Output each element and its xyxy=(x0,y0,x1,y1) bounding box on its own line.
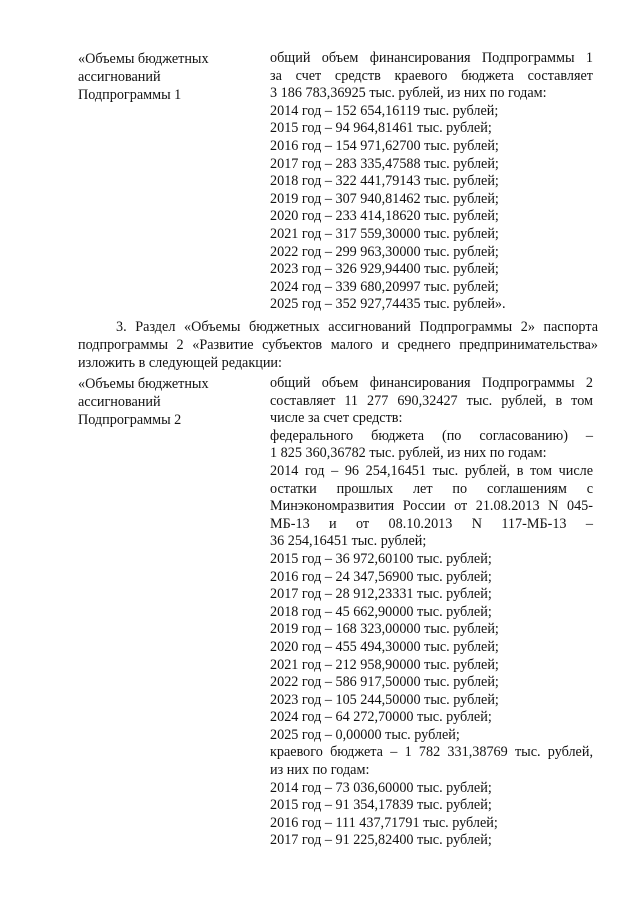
year-line: 2022 год – 299 963,30000 тыс. рублей; xyxy=(270,243,499,260)
year-line: 2020 год – 233 414,18620 тыс. рублей; xyxy=(270,208,499,225)
year-line: 2016 год – 111 437,71791 тыс. рублей; xyxy=(270,814,498,831)
year-line: 2023 год – 105 244,50000 тыс. рублей; xyxy=(270,691,499,708)
year-line: 2021 год – 212 958,90000 тыс. рублей; xyxy=(270,656,499,673)
year-line: 2014 год – 73 036,60000 тыс. рублей; xyxy=(270,779,492,796)
label-line: Подпрограммы 1 xyxy=(78,87,182,103)
intro-line: 1 825 360,36782 тыс. рублей, из них по годам: xyxy=(270,445,547,462)
intro-line: остатки прошлых лет по соглашениям с xyxy=(270,480,593,497)
year-line: 2014 год – 152 654,16119 тыс. рублей; xyxy=(270,102,499,119)
paragraph-line: 3. Раздел «Объемы бюджетных ассигнований Подпрограммы 2» паспорта xyxy=(116,319,598,335)
subprogram-2-block xyxy=(78,375,598,850)
year-line: 2018 год – 322 441,79143 тыс. рублей; xyxy=(270,173,499,190)
year-line: 2017 год – 91 225,82400 тыс. рублей; xyxy=(270,832,492,849)
label-line: ассигнований xyxy=(78,394,161,410)
label-line: «Объемы бюджетных xyxy=(78,51,209,67)
year-line: 2015 год – 91 354,17839 тыс. рублей; xyxy=(270,797,492,814)
paragraph-line: изложить в следующей редакции: xyxy=(78,355,282,371)
intro-line: МБ-13 и от 08.10.2013 N 117-МБ-13 – xyxy=(270,515,593,532)
year-line: 2015 год – 94 964,81461 тыс. рублей; xyxy=(270,120,492,137)
intro-line: Минэкономразвития России от 21.08.2013 N 045- xyxy=(270,498,593,515)
intro-line: 3 186 783,36925 тыс. рублей, из них по годам: xyxy=(270,85,547,102)
year-line: 2024 год – 64 272,70000 тыс. рублей; xyxy=(270,709,492,726)
year-line: 2023 год – 326 929,94400 тыс. рублей; xyxy=(270,261,499,278)
year-line: 2016 год – 154 971,62700 тыс. рублей; xyxy=(270,137,499,154)
year-line: 2020 год – 455 494,30000 тыс. рублей; xyxy=(270,638,499,655)
subprogram-2-content xyxy=(270,375,593,850)
year-line: 2025 год – 352 927,74435 тыс. рублей». xyxy=(270,296,506,313)
year-line: 2019 год – 307 940,81462 тыс. рублей; xyxy=(270,190,499,207)
intro-line: составляет 11 277 690,32427 тыс. рублей, в том xyxy=(270,392,593,409)
year-line: 2018 год – 45 662,90000 тыс. рублей; xyxy=(270,603,492,620)
intro-line: федерального бюджета (по согласованию) – xyxy=(270,427,593,444)
intro-line: общий объем финансирования Подпрограммы 2 xyxy=(270,375,593,391)
label-line: ассигнований xyxy=(78,69,161,85)
year-line: 2025 год – 0,00000 тыс. рублей; xyxy=(270,726,460,743)
year-line: 2021 год – 317 559,30000 тыс. рублей; xyxy=(270,225,499,242)
subprogram-2-label xyxy=(78,375,270,850)
regional-line: из них по годам: xyxy=(270,762,370,779)
intro-line: числе за счет средств: xyxy=(270,410,403,427)
subprogram-1-label xyxy=(78,50,270,314)
subprogram-1-block xyxy=(78,50,598,314)
year-line: 2017 год – 28 912,23331 тыс. рублей; xyxy=(270,586,492,603)
subprogram-1-content xyxy=(270,50,593,314)
intro-line: общий объем финансирования Подпрограммы 1 xyxy=(270,50,593,66)
label-line: Подпрограммы 2 xyxy=(78,412,182,428)
paragraph-3 xyxy=(78,318,598,372)
intro-line: 2014 год – 96 254,16451 тыс. рублей, в том числе xyxy=(270,462,593,479)
year-line: 2015 год – 36 972,60100 тыс. рублей; xyxy=(270,550,492,567)
year-line: 2022 год – 586 917,50000 тыс. рублей; xyxy=(270,674,499,691)
year-line: 2017 год – 283 335,47588 тыс. рублей; xyxy=(270,155,499,172)
year-line: 2024 год – 339 680,20997 тыс. рублей; xyxy=(270,278,499,295)
year-line: 2019 год – 168 323,00000 тыс. рублей; xyxy=(270,621,499,638)
paragraph-line: подпрограммы 2 «Развитие субъектов малого и среднего предпринимательства» xyxy=(78,337,598,353)
year-line: 2016 год – 24 347,56900 тыс. рублей; xyxy=(270,568,492,585)
intro-line: за счет средств краевого бюджета составляет xyxy=(270,67,593,84)
regional-line: краевого бюджета – 1 782 331,38769 тыс. рублей, xyxy=(270,744,593,761)
intro-line: 36 254,16451 тыс. рублей; xyxy=(270,533,427,550)
label-line: «Объемы бюджетных xyxy=(78,376,209,392)
